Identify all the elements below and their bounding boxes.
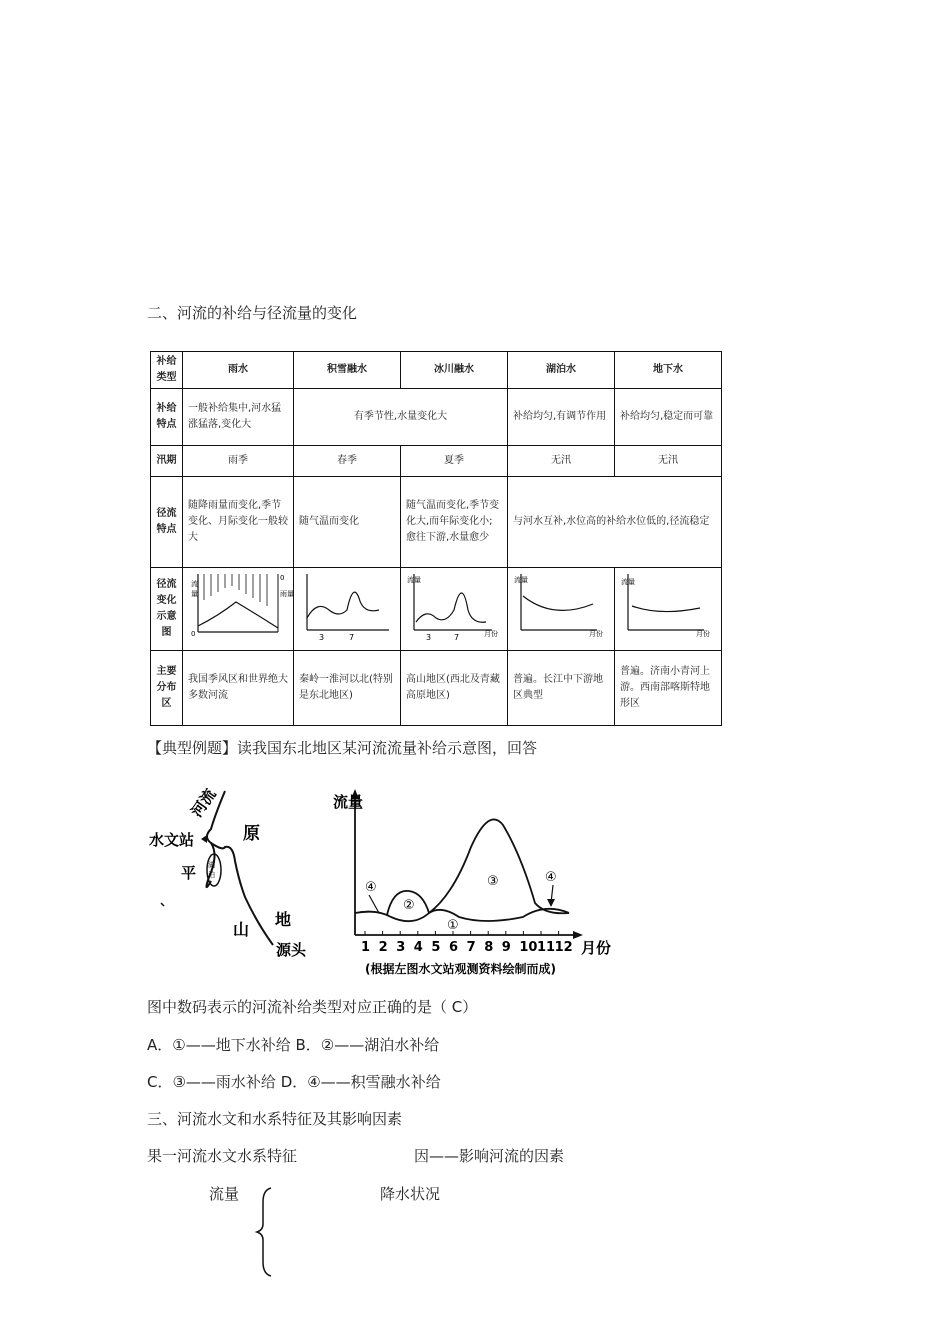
- ground-graph-cell: [615, 568, 722, 651]
- station-label: 水文站: [149, 831, 195, 849]
- table-cell: 无汛: [615, 446, 722, 477]
- flow-axis-label: 量: [191, 590, 198, 598]
- table-cell: 高山地区(西北及青藏高原地区): [401, 651, 508, 726]
- table-cell: 春季: [294, 446, 401, 477]
- curly-brace: [255, 1186, 279, 1278]
- row-label: 径流变化示意图: [151, 568, 183, 651]
- x-tick-label: 7: [466, 940, 476, 955]
- table-cell: 补给均匀,有调节作用: [508, 389, 615, 446]
- groundwater-graph: [620, 570, 716, 642]
- flow-axis-label: 流量: [514, 576, 528, 584]
- x-tick-label: 6: [449, 940, 459, 955]
- table-cell: 有季节性,水量变化大: [294, 389, 508, 446]
- tick-label: 3: [319, 633, 325, 642]
- table-row: [151, 651, 722, 726]
- table-cell: 秦岭一淮河以北(特别是东北地区): [294, 651, 401, 726]
- glacier-graph: [406, 570, 502, 642]
- zero-label: 0: [191, 630, 196, 638]
- rain-graph-cell: [183, 568, 294, 651]
- row-label: 汛期: [151, 446, 183, 477]
- section-heading-2: 二、河流的补给与径流量的变化: [147, 304, 358, 322]
- table-row: [151, 389, 722, 446]
- x-tick-label: 9: [501, 940, 511, 955]
- x-tick-label: 12: [554, 940, 573, 955]
- row-label: 径流特点: [151, 477, 183, 568]
- lake-label: 泊: [208, 871, 215, 879]
- table-cell: 与河水互补,水位高的补给水位低的,径流稳定: [508, 477, 722, 568]
- x-tick-label: 11: [537, 940, 556, 955]
- rain-axis-label: 雨量: [280, 590, 294, 598]
- option-line-2: C．③——雨水补给 D．④——积雪融水补给: [147, 1073, 441, 1091]
- x-tick-label: 4: [413, 940, 423, 955]
- section-heading-3: 三、河流水文和水系特征及其影响因素: [147, 1110, 403, 1128]
- header-cell: 积雪融水: [294, 352, 401, 389]
- row-label: 补给特点: [151, 389, 183, 446]
- table-cell: 普遍。长江中下游地区典型: [508, 651, 615, 726]
- example-heading: 【典型例题】读我国东北地区某河流流量补给示意图，回答: [147, 739, 538, 757]
- x-tick-label: 10: [519, 940, 538, 955]
- lake-graph: [513, 570, 609, 642]
- tick-label: 7: [349, 633, 355, 642]
- supply-table: [150, 351, 722, 726]
- snowmelt-graph: [299, 570, 395, 642]
- table-cell: 随降雨量而变化,季节变化、月际变化一般较大: [183, 477, 294, 568]
- table-cell: 夏季: [401, 446, 508, 477]
- river-label: 河流: [187, 785, 220, 821]
- flow-axis-label: 流量: [621, 578, 635, 586]
- chart-marker: ④: [545, 870, 557, 885]
- mountain-label: 山: [233, 920, 250, 939]
- chart-caption: (根据左图水文站观测资料绘制而成): [365, 962, 556, 976]
- effect-label: 果一河流水文水系特征: [147, 1147, 298, 1165]
- table-header-row: [151, 352, 722, 389]
- header-cell: 地下水: [615, 352, 722, 389]
- lake-graph-cell: [508, 568, 615, 651]
- table-cell: 普遍。济南小青河上游。西南部喀斯特地形区: [615, 651, 722, 726]
- lake-label: 湖: [208, 861, 215, 869]
- header-cell: 湖泊水: [508, 352, 615, 389]
- chart-ylabel: 流量: [333, 793, 364, 811]
- chart-marker: ④: [365, 880, 377, 895]
- flow-axis-label: 流: [191, 580, 198, 588]
- table-cell: 一般补给集中,河水猛涨猛落,变化大: [183, 389, 294, 446]
- chart-xlabel: 月份: [581, 939, 612, 957]
- option-line-1: A．①——地下水补给 B．②——湖泊水补给: [147, 1036, 440, 1054]
- table-cell: 雨季: [183, 446, 294, 477]
- snow-graph-cell: [294, 568, 401, 651]
- zero-label: 0: [280, 574, 285, 582]
- table-cell: 随气温而变化: [294, 477, 401, 568]
- tick-label: 7: [454, 633, 460, 642]
- table-row: [151, 477, 722, 568]
- plain-label: 平: [181, 864, 197, 882]
- table-cell: 我国季风区和世界绝大多数河流: [183, 651, 294, 726]
- flow-item: 流量: [209, 1185, 240, 1203]
- table-row: [151, 568, 722, 651]
- x-tick-label: 1: [361, 940, 371, 955]
- mountain-label: 地: [275, 910, 292, 929]
- header-cell: 冰川融水: [401, 352, 508, 389]
- table-cell: 补给均匀,稳定而可靠: [615, 389, 722, 446]
- river-map: [145, 785, 325, 965]
- x-tick-label: 5: [431, 940, 441, 955]
- cause-label: 因——影响河流的因素: [414, 1147, 565, 1165]
- chart-marker: ③: [487, 874, 499, 889]
- table-cell: 无汛: [508, 446, 615, 477]
- header-cell: 雨水: [183, 352, 294, 389]
- glacier-graph-cell: [401, 568, 508, 651]
- question-text: 图中数码表示的河流补给类型对应正确的是（ C）: [147, 998, 478, 1016]
- hydrograph-chart: [325, 785, 625, 980]
- plain-label: 原: [243, 824, 260, 844]
- month-axis-label: 月份: [589, 630, 603, 638]
- table-cell: 随气温而变化,季节变化大,而年际变化小;愈往下游,水量愈少: [401, 477, 508, 568]
- chart-marker: ②: [403, 898, 415, 913]
- rain-runoff-graph: [188, 570, 294, 642]
- x-tick-label: 2: [378, 940, 388, 955]
- header-cell: 补给类型: [151, 352, 183, 389]
- month-axis-label: 月份: [484, 630, 498, 638]
- chart-marker: ①: [447, 918, 459, 933]
- x-tick-label: 8: [484, 940, 494, 955]
- month-axis-label: 月份: [696, 630, 710, 638]
- tick-label: 3: [426, 633, 432, 642]
- x-tick-label: 3: [396, 940, 406, 955]
- flow-axis-label: 流量: [407, 576, 421, 584]
- row-label: 主要分布区: [151, 651, 183, 726]
- table-row: [151, 446, 722, 477]
- source-label: 源头: [276, 941, 307, 959]
- precip-item: 降水状况: [380, 1185, 441, 1203]
